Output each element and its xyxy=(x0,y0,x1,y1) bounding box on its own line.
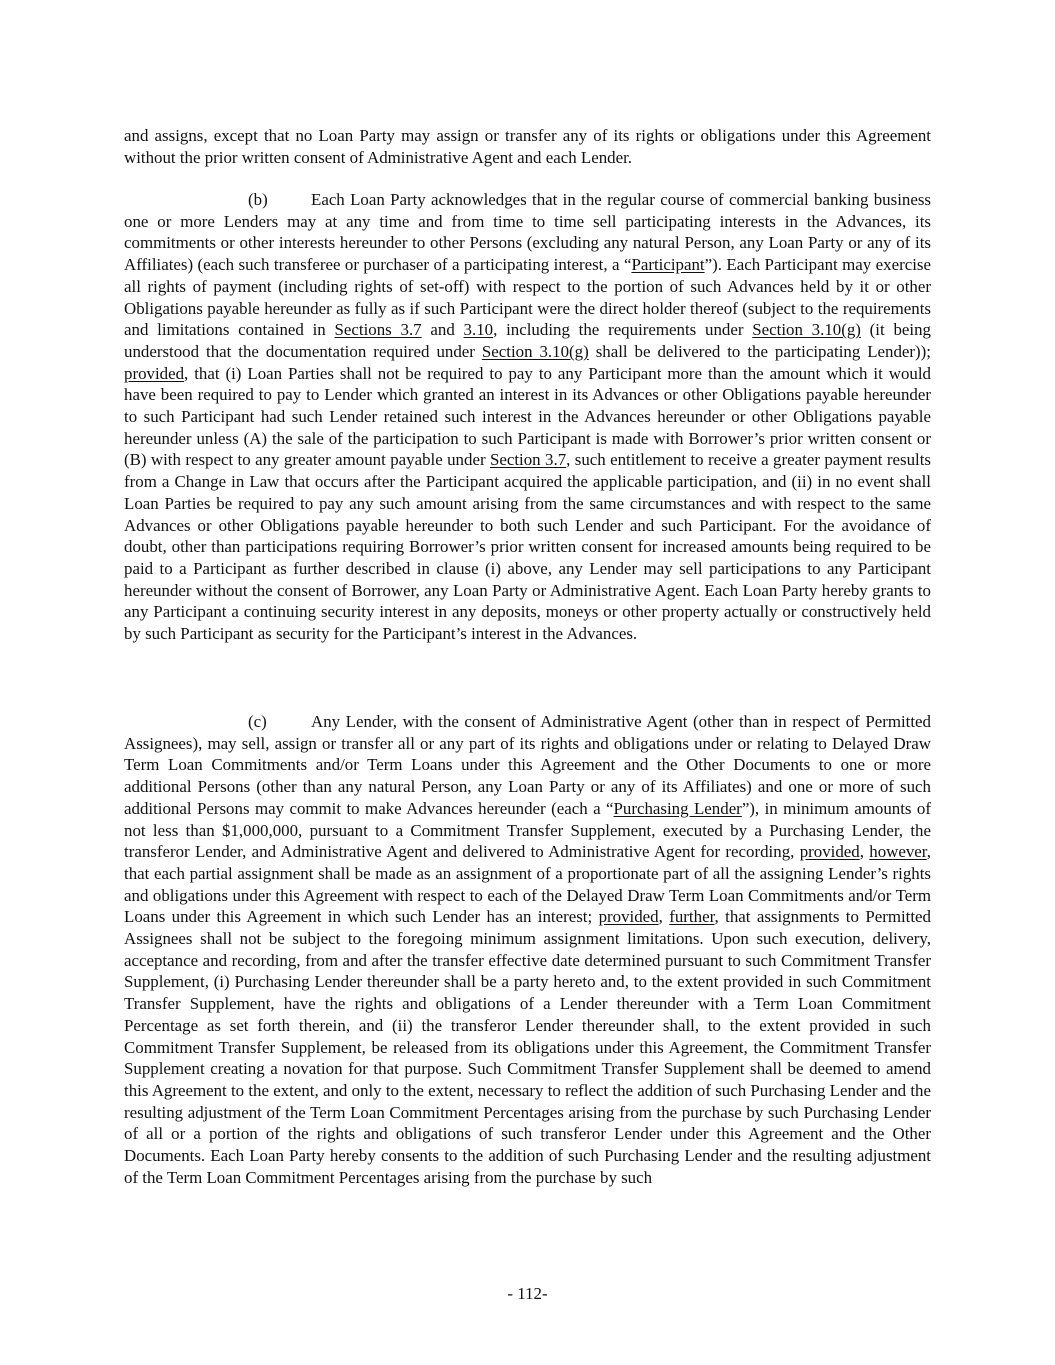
paragraph-b-label: (b) xyxy=(248,190,268,209)
defined-term-purchasing-lender: Purchasing Lender xyxy=(613,798,742,818)
paragraph-c-text-6: , that assignments to Permitted Assignees shall not be subject to the foregoing minimum assignment limitations. Upon such execution, delivery, acceptance and recording, from and after the transfer effective date determined pursuant to such Commitment Transfer Supplement, (i) Purchasing Lender thereunder shall be a party hereto and, to the extent provided in such Commitment Transfer Supplement, have the rights and obligations of a Lender thereunder with a Term Loan Commitment Percentage as set forth therein, and (ii) the transferor Lender thereunder shall, to the extent provided in such Commitment Transfer Supplement, be released from its obligations under this Agreement, the Commitment Transfer Supplement creating a novation for that purpose. Such Commitment Transfer Supplement shall be deemed to amend this Agreement to the extent, and only to the extent, necessary to reflect the addition of such Purchasing Lender and the resulting adjustment of the Term Loan Commitment Percentages arising from the purchase by such Purchasing Lender of all or a portion of the rights and obligations of such transferor Lender under this Agreement and the Other Documents. Each Loan Party hereby consents to the addition of such Purchasing Lender and the resulting adjustment of the Term Loan Commitment Percentages arising from the purchase by such xyxy=(124,907,931,1187)
section-reference: Section 3.10(g) xyxy=(752,320,861,340)
section-reference: 3.10 xyxy=(463,320,494,340)
paragraph-c-text-5: , xyxy=(658,907,670,927)
proviso-term: further xyxy=(669,907,715,927)
paragraph-a-continuation xyxy=(124,125,931,168)
page-number: - 112- xyxy=(507,1284,548,1303)
paragraph-b-text-6: shall be delivered to the participating Lender)); xyxy=(588,341,932,361)
paragraph-c-text-1: Any Lender, with the consent of Administrative Agent (other than in respect of Permitted Assignees), may sell, assign or transfer all or any part of its rights and obligations under or relating to Delayed Draw Term Loan Commitments and/or Term Loans under this Agreement and the Other Documents to one or more additional Persons (other than any natural Person, any Loan Party or any of its Affiliates) and one or more of such additional Persons may commit to make Advances hereunder (each a “ xyxy=(124,712,931,818)
proviso-term: provided xyxy=(799,842,860,862)
paragraph-c-text-2: ”), in minimum amounts of not less than $1,000,000, pursuant to a Commitment Transfer Supplement, executed by a Purchasing Lender, the transferor Lender, and Administrative Agent and delivered to Administrative Agent for recording, xyxy=(124,798,931,862)
paragraph-c-label: (c) xyxy=(248,712,267,731)
paragraph-c-text-4: , that each partial assignment shall be made as an assignment of a proportionate part of all the assigning Lender’s rights and obligations under this Agreement with respect to each of the Delayed Draw Term Loan Commitments and/or Term Loans under this Agreement in which such Lender has an interest; xyxy=(124,842,931,927)
paragraph-b-text-7: , that (i) Loan Parties shall not be required to pay to any Participant more than the amount which it would have been required to pay to Lender which granted an interest in its Advances or other Obligations payable hereunder to such Participant had such Lender retained such interest in the Advances hereunder or other Obligations payable hereunder unless (A) the sale of the participation to such Participant is made with Borrower’s prior written consent or (B) with respect to any greater amount payable under xyxy=(124,363,931,470)
paragraph-b-text-1: Each Loan Party acknowledges that in the regular course of commercial banking business one or more Lenders may at any time and from time to time sell participating interests in the Advances, its commitments or other interests hereunder to other Persons (excluding any natural Person, any Loan Party or any of its Affiliates) (each such transferee or purchaser of a participating interest, a “ xyxy=(124,190,931,275)
paragraph-a-text: and assigns, except that no Loan Party may assign or transfer any of its rights or obligations under this Agreement without the prior written consent of Administrative Agent and each Lender. xyxy=(124,126,931,167)
section-reference: Section 3.10(g) xyxy=(481,341,589,361)
paragraph-b-text-3: and xyxy=(421,320,464,340)
paragraph-c xyxy=(124,711,931,1188)
paragraph-b-text-5: (it being understood that the documentation required under xyxy=(124,320,931,361)
proviso-term: however xyxy=(869,842,927,862)
defined-term-participant: Participant xyxy=(631,255,705,275)
paragraph-b-text-2: ”). Each Participant may exercise all rights of payment (including rights of set-off) with respect to the portion of such Advances held by it or other Obligations payable hereunder as fully as if such Participant were the direct holder thereof (subject to the requirements and limitations contained in xyxy=(124,255,931,340)
section-reference: Sections 3.7 xyxy=(334,320,422,340)
proviso-term: provided xyxy=(124,363,185,383)
paragraph-b xyxy=(124,189,931,645)
section-reference: Section 3.7 xyxy=(489,450,567,470)
paragraph-c-text-3: , xyxy=(859,842,870,862)
paragraph-b-text-8: , such entitlement to receive a greater payment results from a Change in Law that occurs after the Participant acquired the applicable participation, and (ii) in no event shall Loan Parties be required to pay any such amount arising from the same circumstances and with respect to the same Advances or other Obligations payable hereunder to both such Lender and such Participant. For the avoidance of doubt, other than participations requiring Borrower’s prior written consent for increased amounts being required to be paid to a Participant as further described in clause (i) above, any Lender may sell participations to any Participant hereunder without the consent of Borrower, any Loan Party or Administrative Agent. Each Loan Party hereby grants to any Participant a continuing security interest in any deposits, moneys or other property actually or constructively held by such Participant as security for the Participant’s interest in the Advances. xyxy=(124,450,931,644)
proviso-term: provided xyxy=(598,907,659,927)
paragraph-b-text-4: , including the requirements under xyxy=(493,320,753,340)
